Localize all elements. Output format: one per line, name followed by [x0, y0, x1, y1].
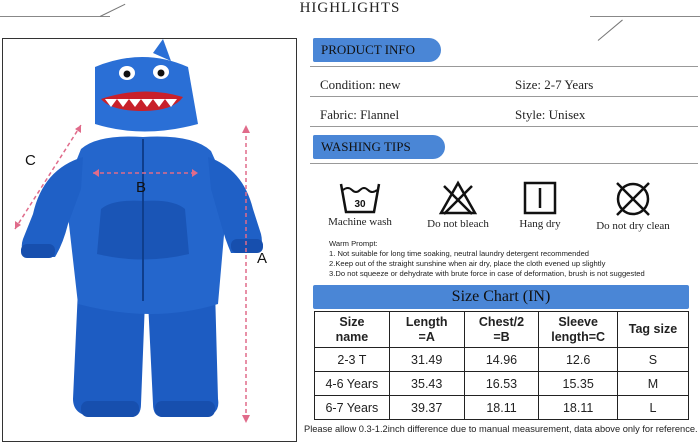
header-length: Length =A: [389, 312, 464, 348]
hang-dry-item: [500, 180, 580, 230]
no-bleach-item: [418, 180, 498, 230]
hang-dry-label: Hang dry: [519, 218, 561, 230]
dimension-label-c: C: [25, 152, 36, 169]
svg-text:30: 30: [354, 199, 366, 210]
warm-prompt-2: 2.Keep out of the straight sunshine when air dry, place the cloth evened up slightly: [329, 259, 606, 268]
header-line-left: [0, 16, 110, 17]
cell-tag: L: [617, 396, 688, 420]
cell-tag: M: [617, 372, 688, 396]
cell-size: 2-3 T: [315, 348, 390, 372]
header-tag-size: Tag size: [617, 312, 688, 348]
style-text: Style: Unisex: [515, 107, 586, 122]
machine-wash-item: [320, 180, 400, 228]
header-slash-right: [598, 20, 623, 41]
no-bleach-icon: [438, 180, 478, 216]
size-text: Size: 2-7 Years: [515, 77, 594, 92]
header-chest: Chest/2 =B: [464, 312, 539, 348]
cell-length: 31.49: [389, 348, 464, 372]
warm-prompt-title: Warm Prompt:: [329, 239, 378, 248]
cell-sleeve: 18.11: [539, 396, 618, 420]
header-sleeve: Sleeve length=C: [539, 312, 618, 348]
condition-text: Condition: new: [320, 77, 401, 92]
no-bleach-label: Do not bleach: [427, 218, 489, 230]
header-line-right: [590, 16, 700, 17]
product-info-bottom-divider: [310, 126, 698, 127]
page-title: HIGHLIGHTS: [299, 0, 401, 16]
no-dry-clean-icon: [613, 180, 653, 218]
warm-prompt-1: 1. Not suitable for long time soaking, neutral laundry detergent recommended: [329, 249, 590, 258]
table-row: [315, 372, 689, 396]
shark-onesie-illustration: [3, 39, 296, 441]
product-info-heading: PRODUCT INFO: [313, 38, 441, 62]
warm-prompt-3: 3.Do not squeeze or dehydrate with brute force in case of deformation, brush is not suggested: [329, 269, 645, 278]
cell-length: 35.43: [389, 372, 464, 396]
machine-wash-label: Machine wash: [328, 216, 392, 228]
no-dry-clean-item: [593, 180, 673, 232]
cell-chest: 16.53: [464, 372, 539, 396]
cell-size: 4-6 Years: [315, 372, 390, 396]
product-info-divider: [310, 66, 698, 67]
cell-tag: S: [617, 348, 688, 372]
header-size-name: Size name: [315, 312, 390, 348]
measurement-note: Please allow 0.3-1.2inch difference due to manual measurement, data above only for reference.: [304, 424, 698, 434]
cell-length: 39.37: [389, 396, 464, 420]
product-photo: [2, 38, 297, 442]
cell-chest: 18.11: [464, 396, 539, 420]
cell-chest: 14.96: [464, 348, 539, 372]
size-chart-table: [314, 311, 689, 420]
washing-tips-divider: [310, 163, 698, 164]
table-row: [315, 348, 689, 372]
cell-sleeve: 15.35: [539, 372, 618, 396]
machine-wash-30-icon: [338, 180, 382, 214]
hang-dry-icon: [522, 180, 558, 216]
washing-tips-heading: WASHING TIPS: [313, 135, 445, 159]
cell-sleeve: 12.6: [539, 348, 618, 372]
dimension-label-b: B: [136, 179, 147, 196]
no-dry-clean-label: Do not dry clean: [596, 220, 670, 232]
fabric-text: Fabric: Flannel: [320, 107, 400, 122]
size-table-header-row: [315, 312, 689, 348]
cell-size: 6-7 Years: [315, 396, 390, 420]
table-row: [315, 396, 689, 420]
dimension-label-a: A: [257, 250, 268, 267]
product-info-row-divider: [310, 96, 698, 97]
size-chart-title: Size Chart (IN): [313, 285, 689, 309]
